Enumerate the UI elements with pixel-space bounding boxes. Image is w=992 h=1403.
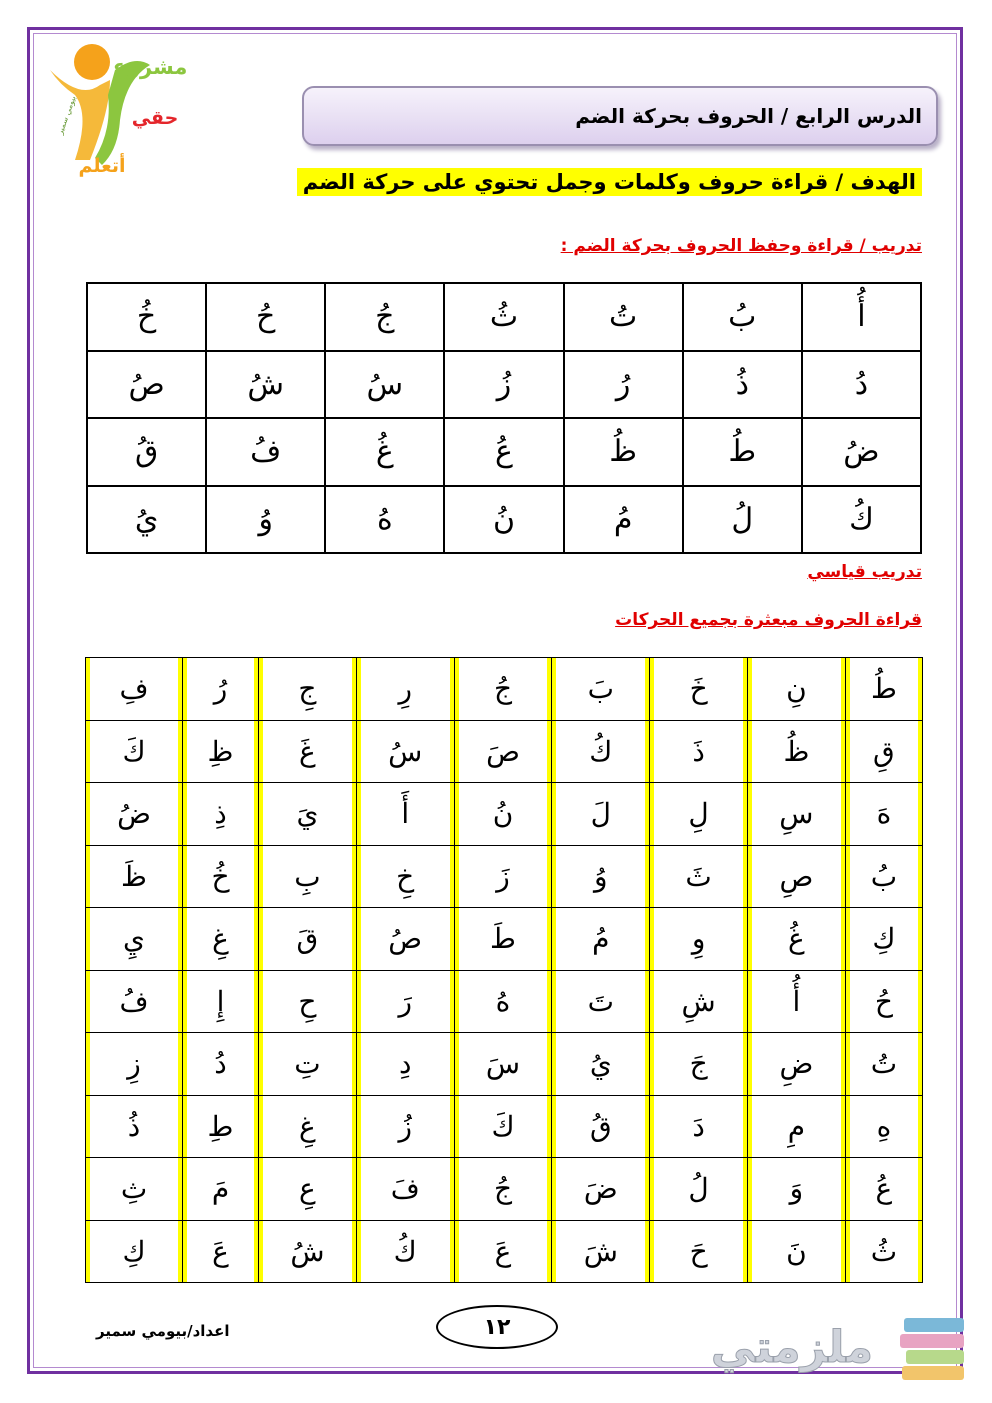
t2-cell: زُ xyxy=(356,1095,454,1158)
t2-cell: لِ xyxy=(650,783,748,846)
section-practice-title: تدريب / قراءة وحفظ الحروف بحركة الضم : xyxy=(560,236,922,256)
t2-cell: نَ xyxy=(748,1220,846,1283)
t2-cell: بُ xyxy=(845,845,922,908)
t1-cell: زُ xyxy=(444,351,563,419)
t2-cell: صِ xyxy=(748,845,846,908)
t2-cell: هَ xyxy=(845,783,922,846)
t1-cell: لُ xyxy=(683,486,802,554)
t2-cell: رُ xyxy=(183,658,259,721)
t2-cell: فِ xyxy=(86,658,183,721)
t2-cell: شُ xyxy=(259,1220,357,1283)
t2-cell: عَ xyxy=(454,1220,552,1283)
t2-cell: خَ xyxy=(650,658,748,721)
t1-cell: ذُ xyxy=(683,351,802,419)
t2-cell: مَ xyxy=(183,1158,259,1221)
t2-cell: نِ xyxy=(748,658,846,721)
t2-cell: ظَ xyxy=(86,845,183,908)
page-number-text: ١٢ xyxy=(483,1314,511,1340)
t2-cell: شِ xyxy=(650,970,748,1033)
t1-cell: عُ xyxy=(444,418,563,486)
t2-cell: ضُ xyxy=(86,783,183,846)
t2-cell: دِ xyxy=(356,1033,454,1096)
t1-cell: وُ xyxy=(206,486,325,554)
t2-cell: غِ xyxy=(183,908,259,971)
author-credit: اعداد/بيومي سمير xyxy=(96,1322,230,1340)
t2-row xyxy=(86,1095,923,1158)
t2-cell: طُ xyxy=(845,658,922,721)
t1-cell: دُ xyxy=(802,351,921,419)
t2-cell: وُ xyxy=(552,845,650,908)
t2-cell: أُ xyxy=(748,970,846,1033)
t2-row xyxy=(86,845,923,908)
t2-cell: هِ xyxy=(845,1095,922,1158)
t2-cell: لُ xyxy=(650,1158,748,1221)
t1-cell: خُ xyxy=(87,283,206,351)
t2-cell: كِ xyxy=(845,908,922,971)
t1-cell: طُ xyxy=(683,418,802,486)
t1-cell: شُ xyxy=(206,351,325,419)
section-standard-practice-title: تدريب قياسي xyxy=(807,562,922,582)
t2-row xyxy=(86,783,923,846)
t2-cell: يِ xyxy=(86,908,183,971)
t2-cell: وِ xyxy=(650,908,748,971)
t2-cell: جَ xyxy=(650,1033,748,1096)
t1-cell: صُ xyxy=(87,351,206,419)
t2-cell: نُ xyxy=(454,783,552,846)
t2-cell: ثُ xyxy=(845,1220,922,1283)
t2-row xyxy=(86,1158,923,1221)
t2-cell: دُ xyxy=(183,1033,259,1096)
t2-cell: غُ xyxy=(748,908,846,971)
t2-row xyxy=(86,970,923,1033)
t1-row xyxy=(87,418,921,486)
t1-cell: ظُ xyxy=(564,418,683,486)
t2-row xyxy=(86,1220,923,1283)
watermark-logo xyxy=(672,1300,972,1390)
t2-cell: بِ xyxy=(259,845,357,908)
t2-cell: عَ xyxy=(183,1220,259,1283)
t2-cell: فُ xyxy=(86,970,183,1033)
logo-side-text: بيومي سمير xyxy=(55,94,78,136)
t2-cell: أَ xyxy=(356,783,454,846)
t2-cell: تِ xyxy=(259,1033,357,1096)
t2-cell: خُ xyxy=(183,845,259,908)
t2-cell: مُ xyxy=(552,908,650,971)
t2-cell: يُ xyxy=(552,1033,650,1096)
logo-text-1: مشروع xyxy=(112,55,188,79)
t2-row xyxy=(86,908,923,971)
t2-cell: جِ xyxy=(259,658,357,721)
t2-cell: فَ xyxy=(356,1158,454,1221)
t2-cell: هُ xyxy=(454,970,552,1033)
t2-cell: طِ xyxy=(183,1095,259,1158)
logo-text-2: حقي xyxy=(131,107,179,129)
lesson-title-box xyxy=(302,86,938,146)
t1-cell: يُ xyxy=(87,486,206,554)
t1-cell: ثُ xyxy=(444,283,563,351)
t2-cell: خِ xyxy=(356,845,454,908)
t2-cell: تَ xyxy=(552,970,650,1033)
t2-cell: بَ xyxy=(552,658,650,721)
t1-row xyxy=(87,486,921,554)
t2-cell: ذُ xyxy=(86,1095,183,1158)
t1-row xyxy=(87,283,921,351)
t2-cell: حَ xyxy=(650,1220,748,1283)
t2-cell: رِ xyxy=(356,658,454,721)
t2-cell: كُ xyxy=(356,1220,454,1283)
t2-cell: ظِ xyxy=(183,720,259,783)
t1-cell: تُ xyxy=(564,283,683,351)
t1-cell: أُ xyxy=(802,283,921,351)
t2-cell: غِ xyxy=(259,1095,357,1158)
t1-cell: رُ xyxy=(564,351,683,419)
t1-cell: جُ xyxy=(325,283,444,351)
t2-cell: كَ xyxy=(86,720,183,783)
t2-cell: قَ xyxy=(259,908,357,971)
t2-cell: رَ xyxy=(356,970,454,1033)
logo-head-shape xyxy=(74,44,110,80)
t2-cell: يَ xyxy=(259,783,357,846)
t1-cell: كُ xyxy=(802,486,921,554)
t2-row xyxy=(86,1033,923,1096)
t2-cell: ذِ xyxy=(183,783,259,846)
t1-row xyxy=(87,351,921,419)
t2-cell: دَ xyxy=(650,1095,748,1158)
t1-cell: فُ xyxy=(206,418,325,486)
project-logo xyxy=(40,40,220,200)
t1-cell: بُ xyxy=(683,283,802,351)
t2-cell: وَ xyxy=(748,1158,846,1221)
t2-cell: كِ xyxy=(86,1220,183,1283)
watermark-text: ملزمتي xyxy=(710,1322,874,1373)
t2-cell: ذَ xyxy=(650,720,748,783)
t2-cell: طَ xyxy=(454,908,552,971)
t2-cell: شَ xyxy=(552,1220,650,1283)
t1-cell: ضُ xyxy=(802,418,921,486)
books-icon xyxy=(900,1318,964,1380)
t2-cell: عِ xyxy=(259,1158,357,1221)
t2-cell: صُ xyxy=(356,908,454,971)
section-scattered-title: قراءة الحروف مبعثرة بجميع الحركات xyxy=(615,610,922,630)
logo-text-3: أتعلم xyxy=(78,155,126,177)
page-number xyxy=(436,1305,558,1349)
t1-cell: سُ xyxy=(325,351,444,419)
t2-row xyxy=(86,658,923,721)
t1-cell: نُ xyxy=(444,486,563,554)
t2-cell: سِ xyxy=(748,783,846,846)
t2-cell: ضِ xyxy=(748,1033,846,1096)
t2-cell: تُ xyxy=(845,1033,922,1096)
t2-cell: سُ xyxy=(356,720,454,783)
t2-cell: جُ xyxy=(454,1158,552,1221)
t2-cell: جُ xyxy=(454,658,552,721)
t2-cell: حُ xyxy=(845,970,922,1033)
t2-cell: زَ xyxy=(454,845,552,908)
lesson-title: الدرس الرابع / الحروف بحركة الضم xyxy=(575,104,922,128)
t1-cell: هُ xyxy=(325,486,444,554)
scattered-letters-table xyxy=(85,657,923,1283)
t1-cell: حُ xyxy=(206,283,325,351)
t2-row xyxy=(86,720,923,783)
t2-cell: حِ xyxy=(259,970,357,1033)
t2-cell: ثَ xyxy=(650,845,748,908)
t2-cell: قِ xyxy=(845,720,922,783)
t2-cell: مِ xyxy=(748,1095,846,1158)
t2-cell: لَ xyxy=(552,783,650,846)
t2-cell: كُ xyxy=(552,720,650,783)
t1-cell: مُ xyxy=(564,486,683,554)
t2-cell: عُ xyxy=(845,1158,922,1221)
damma-letters-table xyxy=(86,282,922,554)
t2-cell: ضَ xyxy=(552,1158,650,1221)
t2-cell: صَ xyxy=(454,720,552,783)
t2-cell: سَ xyxy=(454,1033,552,1096)
t2-cell: ظُ xyxy=(748,720,846,783)
t2-cell: قُ xyxy=(552,1095,650,1158)
t2-cell: كَ xyxy=(454,1095,552,1158)
lesson-goal: الهدف / قراءة حروف وكلمات وجمل تحتوي على حركة الضم xyxy=(297,168,922,196)
t2-cell: غَ xyxy=(259,720,357,783)
t2-cell: إِ xyxy=(183,970,259,1033)
t2-cell: ثِ xyxy=(86,1158,183,1221)
t1-cell: غُ xyxy=(325,418,444,486)
t1-cell: قُ xyxy=(87,418,206,486)
t2-cell: زِ xyxy=(86,1033,183,1096)
